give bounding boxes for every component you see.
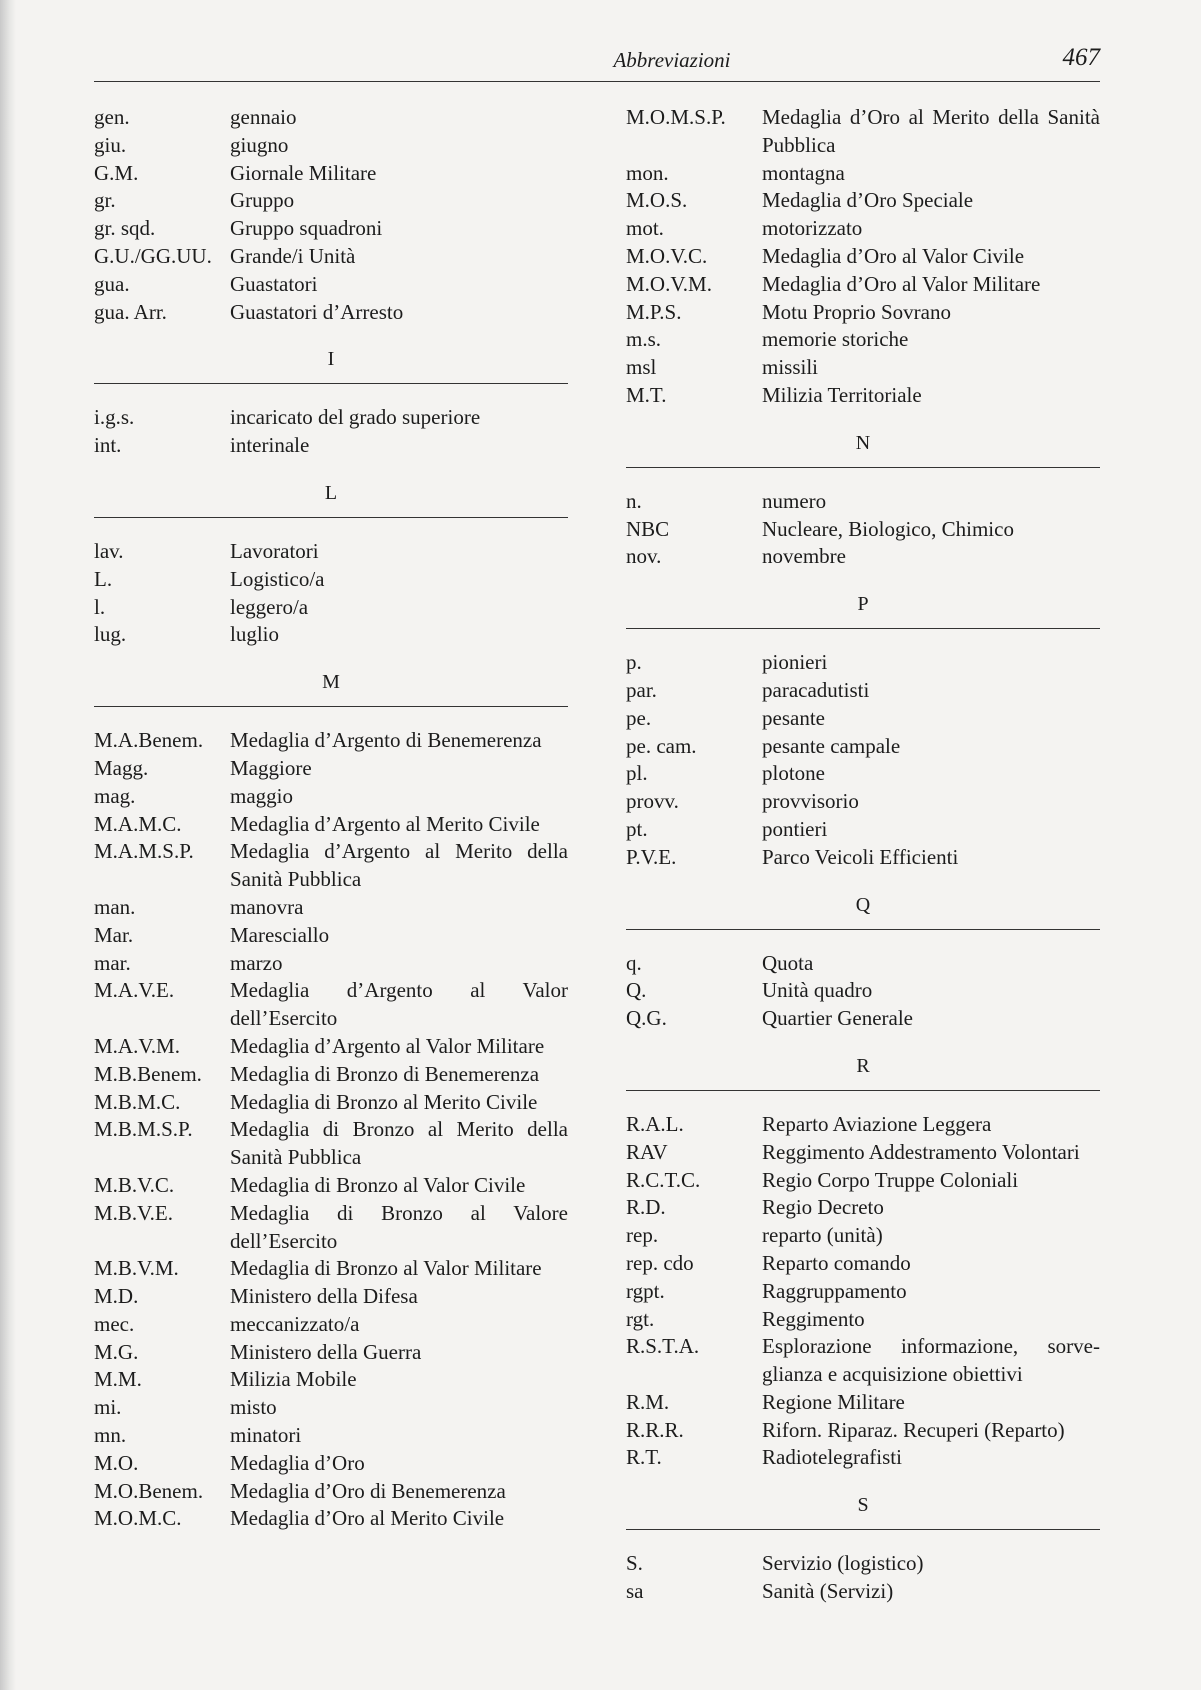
abbreviation-entry [626,816,1100,844]
abbreviation-entry [626,382,1100,410]
meaning: Regio Decreto [762,1195,884,1220]
abbreviation-entry [94,132,568,160]
meaning: Giornale Militare [230,160,377,185]
abbreviation-entry [626,215,1100,243]
scan-edge [0,0,16,1690]
meaning: pesante campale [762,733,901,758]
abbreviation-entry [94,1505,568,1533]
abbreviation-entry [626,1306,1100,1334]
abbreviation: L. [94,566,113,591]
abbreviation-entry [94,104,568,132]
abbreviation-entry [94,215,568,243]
abbreviation-entry [94,1450,568,1478]
abbreviation: par. [626,677,657,702]
abbreviation: mot. [626,216,664,241]
abbreviation: R.C.T.C. [626,1167,701,1192]
abbreviation-entry [94,838,568,894]
section-header [94,649,568,727]
abbreviation-entry [626,543,1100,571]
abbreviation: gr. sqd. [94,216,156,241]
section-header [626,872,1100,950]
abbreviation-entry [626,1333,1100,1389]
running-header [94,44,1100,82]
meaning: Regione Militare [762,1389,905,1414]
abbreviation: pe. cam. [626,733,697,758]
abbreviation: m.s. [626,327,662,352]
abbreviation: man. [94,894,136,919]
abbreviation: M.B.V.E. [94,1200,173,1225]
abbreviation: NBC [626,516,670,541]
running-title: Abbreviazioni [613,48,731,72]
abbreviation: Magg. [94,755,149,780]
abbreviation-entry [94,1116,568,1172]
abbreviation: M.A.V.M. [94,1033,180,1058]
abbreviation-entry [94,811,568,839]
abbreviation-entry [626,516,1100,544]
meaning: Quota [762,950,814,975]
abbreviation-entry [626,271,1100,299]
abbreviation: mi. [94,1395,122,1420]
abbreviation: R.M. [626,1389,670,1414]
header-rule [94,81,1100,82]
abbreviation: R.T. [626,1445,662,1470]
meaning: Medaglia d’Argento di Benemerenza [230,728,542,753]
meaning: Riforn. Riparaz. Recuperi (Reparto) [762,1417,1065,1442]
abbreviation-entry [94,1089,568,1117]
abbreviation: G.U./GG.UU. [94,243,212,268]
abbreviation: M.O. [94,1450,139,1475]
meaning: missili [762,355,819,380]
abbreviation-entry [94,950,568,978]
meaning: Ministero della Difesa [230,1284,418,1309]
abbreviation-entry [626,977,1100,1005]
meaning: Quartier Generale [762,1006,913,1031]
section-rule [626,1090,1100,1091]
section-header [626,1472,1100,1550]
right-column [626,104,1100,1606]
meaning: Guastatori [230,271,318,296]
abbreviation: M.A.V.E. [94,978,175,1003]
abbreviation: R.S.T.A. [626,1334,700,1359]
abbreviation: giu. [94,132,127,157]
abbreviation-entry [94,783,568,811]
abbreviation-entry [94,538,568,566]
meaning: Raggruppamento [762,1278,907,1303]
meaning: interinale [230,433,310,458]
abbreviation: M.B.V.C. [94,1172,175,1197]
abbreviation: M.O.S. [626,188,688,213]
section-header [626,571,1100,649]
abbreviation: M.O.M.C. [94,1506,182,1531]
meaning: misto [230,1395,277,1420]
meaning: montagna [762,160,845,185]
meaning: Medaglia d’Oro al Merito Civile [230,1506,505,1531]
abbreviation: RAV [626,1139,668,1164]
abbreviation: gr. [94,188,116,213]
abbreviation: M.D. [94,1284,139,1309]
meaning: Medaglia di Bronzo di Benemerenza [230,1061,540,1086]
meaning: meccanizzato/a [230,1311,360,1336]
meaning: pesante [762,705,825,730]
meaning: numero [762,488,827,513]
abbreviation: sa [626,1579,644,1604]
abbreviation: M.B.M.S.P. [94,1117,193,1142]
meaning: Maggiore [230,755,312,780]
meaning: paracadutisti [762,677,870,702]
abbreviation: M.T. [626,382,667,407]
abbreviation: M.O.M.S.P. [626,105,726,129]
abbreviation-entry [94,404,568,432]
meaning: gennaio [230,105,297,129]
abbreviation-entry [94,1394,568,1422]
abbreviation-entry [94,1255,568,1283]
meaning: Medaglia d’Oro al Merito della Sanità Pubblica [762,105,1100,157]
abbreviation-entry [94,566,568,594]
abbreviation: R.D. [626,1195,666,1220]
abbreviation-entry [626,1578,1100,1606]
abbreviation-entry [94,1200,568,1256]
meaning: Logistico/a [230,566,325,591]
left-column [94,104,568,1533]
meaning: Milizia Territoriale [762,382,922,407]
abbreviation-entry [626,1389,1100,1417]
abbreviation-entry [626,1111,1100,1139]
section-header [626,410,1100,488]
meaning: Esplorazione informazione, sorve-glianza e acquisizione obiettivi [762,1334,1100,1387]
meaning: Medaglia d’Oro di Benemerenza [230,1478,506,1503]
abbreviation-entry [626,299,1100,327]
meaning: plotone [762,761,825,786]
section-letter: S [857,1494,869,1517]
abbreviation: M.A.M.S.P. [94,839,194,864]
meaning: provvisorio [762,789,859,814]
section-header [94,326,568,404]
abbreviation-entry [626,1005,1100,1033]
abbreviation-entry [626,760,1100,788]
abbreviation-entry [626,677,1100,705]
meaning: Medaglia d’Argento al Merito della Sanità Pubblica [230,839,568,892]
abbreviation-entry [94,1033,568,1061]
abbreviation: pe. [626,705,652,730]
meaning: Regio Corpo Truppe Coloniali [762,1167,1019,1192]
section-letter: M [322,671,340,694]
section-header [626,1033,1100,1111]
meaning: Medaglia d’Oro [230,1450,365,1475]
meaning: Medaglia di Bronzo al Valore dell’Esercito [230,1200,568,1253]
meaning: Motu Proprio Sovrano [762,299,951,324]
meaning: incaricato del grado superiore [230,405,481,430]
meaning: Medaglia d’Argento al Valor dell’Esercito [230,978,568,1031]
abbreviation-entry [94,1172,568,1200]
meaning: Radiotelegrafisti [762,1445,902,1470]
section-letter: Q [855,893,871,916]
abbreviation: Q.G. [626,1006,667,1031]
meaning: Parco Veicoli Efficienti [762,844,959,869]
meaning: Maresciallo [230,922,330,947]
meaning: Medaglia d’Argento al Valor Militare [230,1033,545,1058]
abbreviation: mon. [626,160,669,185]
abbreviation: i.g.s. [94,405,135,430]
abbreviation: lug. [94,622,127,647]
abbreviation-entry [626,788,1100,816]
meaning: Reparto Aviazione Leggera [762,1111,992,1136]
abbreviation-entry [94,187,568,215]
abbreviation-entry [94,594,568,622]
abbreviation: gua. [94,271,130,296]
meaning: Medaglia di Bronzo al Merito Civile [230,1089,538,1114]
section-letter: I [327,348,335,371]
abbreviation: lav. [94,538,124,563]
abbreviation-entry [626,705,1100,733]
abbreviation: S. [626,1551,643,1576]
meaning: Medaglia d’Oro al Valor Civile [762,243,1025,268]
section-rule [626,1529,1100,1530]
section-rule [94,706,568,707]
abbreviation-entry [626,1139,1100,1167]
abbreviation-entry [94,894,568,922]
abbreviation: p. [626,650,642,675]
abbreviation: gua. Arr. [94,299,167,324]
meaning: motorizzato [762,216,863,241]
section-rule [94,383,568,384]
section-letter: N [855,431,871,454]
abbreviation: M.G. [94,1339,139,1364]
abbreviation-entry [626,649,1100,677]
section-rule [626,628,1100,629]
section-header [94,460,568,538]
abbreviation-entry [626,844,1100,872]
abbreviation: M.O.V.C. [626,243,708,268]
abbreviation-entry [626,1417,1100,1445]
abbreviation-entry [626,1222,1100,1250]
abbreviation-entry [94,1283,568,1311]
meaning: luglio [230,622,280,647]
meaning: reparto (unità) [762,1223,883,1248]
meaning: Reggimento Addestramento Volontari [762,1139,1080,1164]
section-rule [94,517,568,518]
abbreviation: rgpt. [626,1278,665,1303]
abbreviation-entry [626,950,1100,978]
abbreviation-entry [94,1311,568,1339]
meaning: minatori [230,1423,302,1448]
abbreviation-entry [626,160,1100,188]
meaning: memorie storiche [762,327,909,352]
abbreviation: pl. [626,761,648,786]
abbreviation-entry [626,1250,1100,1278]
abbreviation-entry [94,977,568,1033]
abbreviation: P.V.E. [626,844,677,869]
abbreviation: M.B.M.C. [94,1089,181,1114]
abbreviation: M.A.M.C. [94,811,182,836]
abbreviation-entry [626,187,1100,215]
abbreviation: R.R.R. [626,1417,684,1442]
meaning: Reparto comando [762,1250,911,1275]
abbreviation-entry [94,271,568,299]
abbreviation-entry [626,354,1100,382]
abbreviation-entry [626,243,1100,271]
abbreviation: mn. [94,1423,127,1448]
meaning: pontieri [762,816,828,841]
meaning: pionieri [762,650,828,675]
abbreviation-entry [626,733,1100,761]
abbreviation-entry [626,104,1100,160]
abbreviation-entry [94,160,568,188]
abbreviation-entry [94,243,568,271]
abbreviation: M.O.Benem. [94,1478,204,1503]
abbreviation: q. [626,950,642,975]
abbreviation: M.B.Benem. [94,1061,202,1086]
abbreviation: nov. [626,544,662,569]
abbreviation: mec. [94,1311,135,1336]
abbreviation-entry [94,922,568,950]
abbreviation: M.M. [94,1367,142,1392]
meaning: Medaglia d’Oro al Valor Militare [762,271,1041,296]
meaning: Medaglia di Bronzo al Valor Militare [230,1256,542,1281]
section-letter: P [857,593,869,616]
meaning: Ministero della Guerra [230,1339,422,1364]
abbreviation: msl [626,355,657,380]
abbreviation: n. [626,488,642,513]
meaning: Medaglia di Bronzo al Valor Civile [230,1172,526,1197]
abbreviation-entry [626,1278,1100,1306]
meaning: marzo [230,950,283,975]
abbreviation: mar. [94,950,131,975]
abbreviation-entry [626,1167,1100,1195]
meaning: Reggimento [762,1306,865,1331]
abbreviation-entry [626,488,1100,516]
abbreviation: M.P.S. [626,299,682,324]
abbreviation: R.A.L. [626,1111,684,1136]
section-rule [626,467,1100,468]
abbreviation: mag. [94,783,136,808]
abbreviation: provv. [626,789,679,814]
meaning: Grande/i Unità [230,243,356,268]
abbreviation-entry [626,1444,1100,1472]
abbreviation: int. [94,433,122,458]
abbreviation: M.O.V.M. [626,271,712,296]
abbreviation: rgt. [626,1306,655,1331]
meaning: Milizia Mobile [230,1367,357,1392]
page-number: 467 [1062,44,1100,71]
meaning: Gruppo squadroni [230,216,383,241]
meaning: Medaglia d’Oro Speciale [762,188,974,213]
abbreviation: Q. [626,978,647,1003]
meaning: Unità quadro [762,978,873,1003]
abbreviation-entry [94,621,568,649]
meaning: Gruppo [230,188,295,213]
abbreviation: rep. [626,1223,659,1248]
abbreviation: M.A.Benem. [94,728,204,753]
meaning: Servizio (logistico) [762,1551,924,1576]
meaning: maggio [230,783,293,808]
meaning: giugno [230,132,289,157]
abbreviation-entry [94,727,568,755]
meaning: Lavoratori [230,538,319,563]
section-rule [626,929,1100,930]
abbreviation-entry [94,1422,568,1450]
meaning: leggero/a [230,594,309,619]
meaning: Medaglia di Bronzo al Merito della Sanità Pubblica [230,1117,568,1170]
abbreviation-entry [94,1478,568,1506]
abbreviation: Mar. [94,922,134,947]
abbreviation-entry [94,1366,568,1394]
abbreviation: M.B.V.M. [94,1256,179,1281]
abbreviation-entry [94,432,568,460]
section-letter: L [324,481,338,504]
meaning: manovra [230,894,304,919]
abbreviation-entry [626,1550,1100,1578]
abbreviation: rep. cdo [626,1250,694,1275]
abbreviation-entry [626,326,1100,354]
abbreviation: l. [94,594,106,619]
abbreviation-entry [94,755,568,783]
meaning: novembre [762,544,846,569]
meaning: Sanità (Servizi) [762,1579,894,1604]
abbreviation-entry [94,1061,568,1089]
abbreviation-entry [94,299,568,327]
abbreviation: G.M. [94,160,139,185]
abbreviation-entry [94,1339,568,1367]
abbreviation-entry [626,1194,1100,1222]
meaning: Guastatori d’Arresto [230,299,404,324]
abbreviation: gen. [94,105,130,129]
meaning: Nucleare, Biologico, Chimico [762,516,1014,541]
section-letter: R [856,1054,870,1077]
abbreviation: pt. [626,816,648,841]
meaning: Medaglia d’Argento al Merito Civile [230,811,540,836]
